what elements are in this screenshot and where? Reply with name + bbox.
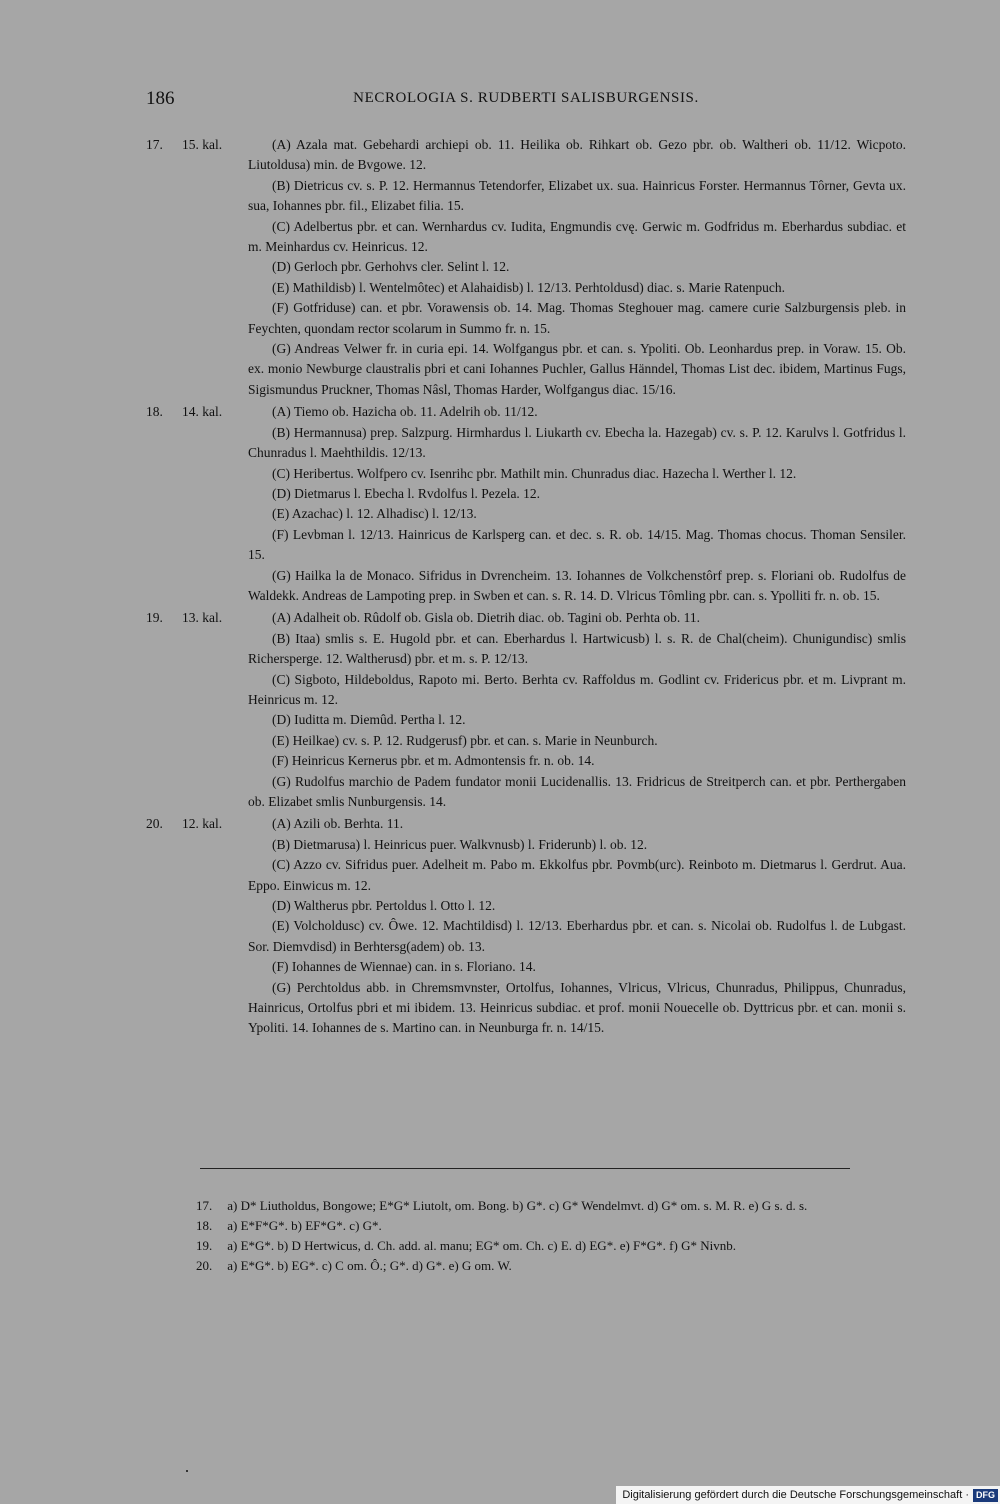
entry-body	[248, 814, 906, 1038]
necrology-paragraph: (D) Iuditta m. Diemûd. Pertha l. 12.	[272, 712, 466, 728]
footnote-text: a) E*G*. b) D Hertwicus, d. Ch. add. al. manu; EG* om. Ch. c) E. d) EG*. e) F*G*. f) G* Nivnb.	[227, 1238, 736, 1253]
footnote-number: 19.	[196, 1238, 213, 1253]
day-entry	[146, 608, 906, 812]
footnote-number: 18.	[196, 1218, 213, 1233]
page-header	[146, 88, 906, 114]
necrology-paragraph: (F) Iohannes de Wiennae) can. in s. Floriano. 14.	[272, 959, 536, 975]
footnote	[146, 1216, 906, 1236]
necrology-paragraph: (G) Hailka la de Monaco. Sifridus in Dvrencheim. 13. Iohannes de Volkchenstôrf prep. s. Floriani ob. Rudolfus de Waldekk. Andreas de Lampoting prep. in Swben et can. s. R. 14. D. Vlricus Tômling pbr. can. s. Ypolliti fr. n. ob. 15.	[248, 567, 906, 603]
kalends-date: 15. kal.	[182, 137, 223, 152]
day-entry	[146, 135, 906, 400]
kalends-date: 12. kal.	[182, 816, 223, 832]
necrology-paragraph: (A) Tiemo ob. Hazicha ob. 11. Adelrih ob. 11/12.	[272, 404, 538, 420]
kalends-date: 13. kal.	[182, 610, 223, 626]
necrology-paragraph: (C) Adelbertus pbr. et can. Wernhardus cv. Iudita, Engmundis cvę. Gerwic m. Godfridus m. Eberhardus subdiac. et m. Meinhardus cv. Heinricus. 12.	[248, 218, 906, 255]
necrology-paragraph: (G) Andreas Velwer fr. in curia epi. 14. Wolfgangus pbr. et can. s. Ypoliti. Ob. Leonhardus prep. in Voraw. 15. Ob. ex. monio Newburge claustralis pbri et cani Iohannes Puchler, Gallus Hänndel, Thomas List dec. ibidem, Martinus Fugs, Sigismundus Pruckner, Thomas Nâsl, Thomas Harder, Wolfgangus diac. 15/16.	[248, 341, 906, 397]
entry-date	[146, 135, 250, 400]
entry-date	[146, 402, 250, 606]
necrology-paragraph: (E) Volcholdusc) cv. Ôwe. 12. Machtildisd) l. 12/13. Eberhardus pbr. et can. s. Nicolai ob. Rudolfus l. de Lubgast. Sor. Diemvdisd) in Berhtersg(adem) ob. 13.	[248, 918, 906, 954]
footnote-number: 17.	[196, 1198, 213, 1213]
necrology-paragraph: (A) Azili ob. Berhta. 11.	[272, 816, 404, 832]
footnote-text: a) E*G*. b) EG*. c) C om. Ô.; G*. d) G*. e) G om. W.	[227, 1258, 512, 1273]
necrology-paragraph: (E) Azachac) l. 12. Alhadisc) l. 12/13.	[272, 506, 477, 522]
footnote-text: a) E*F*G*. b) EF*G*. c) G*.	[227, 1218, 382, 1233]
day-entry	[146, 814, 906, 1038]
necrology-paragraph: (C) Azzo cv. Sifridus puer. Adelheit m. Pabo m. Ekkolfus pbr. Povmb(urc). Reinboto m. Dietmarus l. Gerdrut. Aua. Eppo. Einwicus m. 12.	[248, 857, 906, 893]
necrology-entries	[146, 135, 906, 1039]
necrology-paragraph: (B) Dietmarusa) l. Heinricus puer. Walkvnusb) l. Friderunb) l. ob. 12.	[272, 836, 648, 852]
necrology-paragraph: (E) Heilkae) cv. s. P. 12. Rudgerusf) pbr. et can. s. Marie in Neunburch.	[272, 732, 658, 748]
entry-body	[248, 135, 906, 400]
kalends-date: 14. kal.	[182, 404, 223, 420]
necrology-paragraph: (B) Hermannusa) prep. Salzpurg. Hirmhardus l. Liukarth cv. Ebecha la. Hazegab) cv. s. P. 12. Karulvs l. Gotfridus l. Chunradus l. Maehthildis. 12/13.	[248, 424, 906, 461]
necrology-paragraph: (G) Perchtoldus abb. in Chremsmvnster, Ortolfus, Iohannes, Vlricus, Vlricus, Chunradus, Philippus, Chunradus, Hainricus, Ortolfus pbri et mi ibidem. 13. Heinricus subdiac. et prof. monii Nouecelle ob. Dyttricus pbr. et can. monii s. Ypoliti. 14. Iohannes de s. Martino can. in Neunburga fr. n. 14/15.	[248, 979, 906, 1036]
digitization-footer	[616, 1486, 1000, 1504]
day-number: 20.	[146, 816, 163, 832]
footnote	[146, 1256, 906, 1276]
footnote-number: 20.	[196, 1258, 213, 1273]
necrology-paragraph: (D) Gerloch pbr. Gerhohvs cler. Selint l. 12.	[272, 259, 510, 275]
entry-body	[248, 608, 906, 812]
entry-date	[146, 608, 250, 812]
necrology-paragraph: (C) Sigboto, Hildeboldus, Rapoto mi. Berto. Berhta cv. Raffoldus m. Godlint cv. Fridericus pbr. et m. Livprant m. Heinricus m. 12.	[248, 671, 906, 707]
footnote	[146, 1236, 906, 1256]
day-entry	[146, 402, 906, 606]
necrology-paragraph: (G) Rudolfus marchio de Padem fundator monii Lucidenallis. 13. Fridricus de Streitperch can. et pbr. Perthergaben ob. Elizabet smlis Nunburgensis. 14.	[248, 773, 906, 809]
necrology-paragraph: (B) Dietricus cv. s. P. 12. Hermannus Tetendorfer, Elizabet ux. sua. Hainricus Forster. Hermannus Tôrner, Gevta ux. sua, Iohannes pbr. fil., Elizabet filia. 15.	[248, 177, 906, 214]
necrology-paragraph: (C) Heribertus. Wolfpero cv. Isenrihc pbr. Mathilt min. Chunradus diac. Hazecha l. Werther l. 12.	[272, 465, 797, 481]
necrology-paragraph: (F) Gotfriduse) can. et pbr. Vorawensis ob. 14. Mag. Thomas Steghouer mag. camere curie Salzburgensis pleb. in Feychten, quondam rector scolarum in Summo fr. n. 15.	[248, 300, 906, 336]
entry-body	[248, 402, 906, 606]
page-number: 186	[146, 88, 175, 109]
footnote-separator	[200, 1168, 850, 1169]
necrology-paragraph: (E) Mathildisb) l. Wentelmôtec) et Alahaidisb) l. 12/13. Perhtoldusd) diac. s. Marie Ratenpuch.	[272, 279, 786, 295]
scan-speck	[186, 1470, 188, 1472]
footnote-text: a) D* Liutholdus, Bongowe; E*G* Liutolt, om. Bong. b) G*. c) G* Wendelmvt. d) G* om. s. M. R. e) G s. d. s.	[227, 1198, 808, 1213]
dfg-logo: DFG	[973, 1489, 998, 1502]
footnote	[146, 1196, 906, 1216]
necrology-paragraph: (B) Itaa) smlis s. E. Hugold pbr. et can. Eberhardus l. Hartwicusb) l. s. R. de Chal(cheim). Chunigundisc) smlis Richersperge. 12. Waltherusd) pbr. et m. s. P. 12/13.	[248, 630, 906, 667]
running-title: NECROLOGIA S. RUDBERTI SALISBURGENSIS.	[353, 90, 699, 106]
necrology-paragraph: (A) Adalheit ob. Rûdolf ob. Gisla ob. Dietrih diac. ob. Tagini ob. Perhta ob. 11.	[272, 610, 700, 626]
necrology-paragraph: (D) Dietmarus l. Ebecha l. Rvdolfus l. Pezela. 12.	[272, 485, 541, 501]
necrology-paragraph: (F) Heinricus Kernerus pbr. et m. Admontensis fr. n. ob. 14.	[272, 753, 595, 769]
entry-date	[146, 814, 250, 1038]
necrology-paragraph: (D) Waltherus pbr. Pertoldus l. Otto l. 12.	[272, 898, 496, 914]
footer-text: Digitalisierung gefördert durch die Deutsche Forschungsgemeinschaft ·	[622, 1489, 969, 1501]
footnotes	[146, 1196, 906, 1276]
necrology-paragraph: (F) Levbman l. 12/13. Hainricus de Karlsperg can. et dec. s. R. ob. 14/15. Mag. Thomas chocus. Thoman Sensiler. 15.	[248, 526, 906, 563]
day-number: 17.	[146, 137, 163, 152]
necrology-paragraph: (A) Azala mat. Gebehardi archiepi ob. 11. Heilika ob. Rihkart ob. Gezo pbr. ob. Waltheri ob. 11/12. Wicpoto. Liutoldusa) min. de Bvgowe. 12.	[248, 137, 906, 173]
day-number: 19.	[146, 610, 163, 626]
day-number: 18.	[146, 404, 163, 420]
